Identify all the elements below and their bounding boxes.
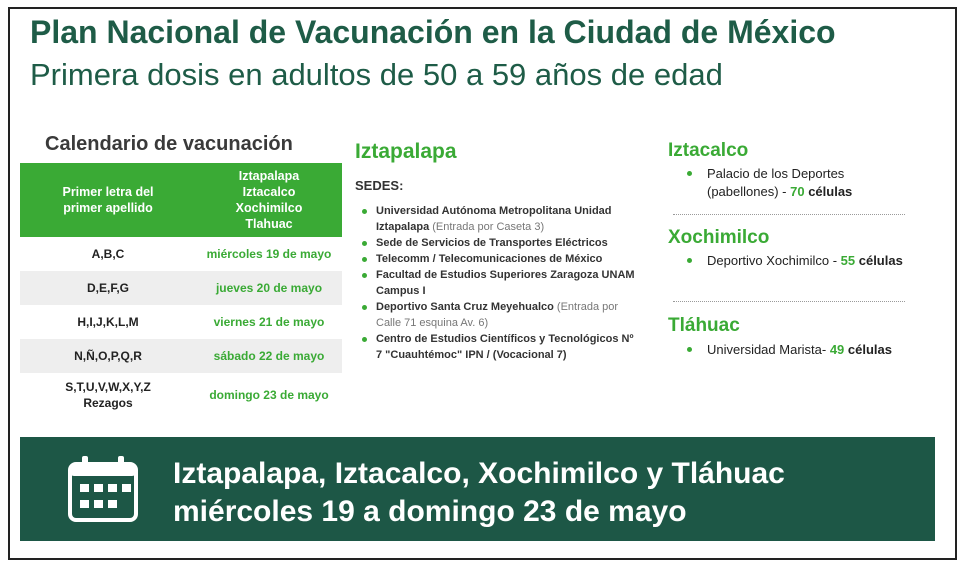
list-item: Facultad de Estudios Superiores Zaragoza UNAM Campus I: [360, 267, 642, 299]
table-row: [20, 339, 342, 373]
page-subtitle: Primera dosis en adultos de 50 a 59 años de edad: [30, 57, 723, 92]
list-item: Centro de Estudios Científicos y Tecnológicos Nº 7 "Cuauhtémoc" IPN / (Vocacional 7): [360, 331, 642, 363]
bullet-icon: [687, 258, 692, 263]
bullet-icon: [362, 241, 367, 246]
tlahuac-heading: Tláhuac: [668, 315, 740, 336]
calendar-title: Calendario de vacunación: [45, 133, 293, 155]
tlahuac-site: Universidad Marista- 49 células: [680, 341, 905, 359]
bullet-icon: [362, 209, 367, 214]
row-date: sábado 22 de mayo: [196, 339, 342, 373]
row-date: jueves 20 de mayo: [196, 271, 342, 305]
table-row: [20, 271, 342, 305]
xochimilco-heading: Xochimilco: [668, 227, 770, 248]
bullet-icon: [687, 171, 692, 176]
row-date: miércoles 19 de mayo: [206, 247, 332, 261]
bullet-icon: [687, 347, 692, 352]
divider: [673, 301, 905, 302]
dates-banner: [20, 437, 935, 541]
list-item: Universidad Autónoma Metropolitana Unidad Iztapalapa (Entrada por Caseta 3): [360, 203, 642, 235]
row-date: viernes 21 de mayo: [213, 315, 325, 329]
bullet-icon: [362, 273, 367, 278]
row-letters: H,I,J,K,L,M: [77, 315, 139, 329]
row-letters: N,Ñ,O,P,Q,R: [20, 339, 196, 373]
table-row: [20, 305, 342, 339]
table-row: [20, 373, 342, 417]
sedes-list: [360, 203, 642, 363]
calendar-header-letters: Primer letra del primer apellido: [20, 163, 196, 237]
list-item: Telecomm / Telecomunicaciones de México: [360, 251, 642, 267]
list-item: Sede de Servicios de Transportes Eléctricos: [360, 235, 642, 251]
row-letters: D,E,F,G: [20, 271, 196, 305]
calendar-header-alcaldias: Iztapalapa Iztacalco Xochimilco Tlahuac: [196, 163, 342, 237]
calendar-table: [20, 163, 342, 417]
iztapalapa-heading: Iztapalapa: [355, 140, 457, 163]
bullet-icon: [362, 337, 367, 342]
divider: [673, 214, 905, 215]
iztacalco-heading: Iztacalco: [668, 140, 749, 161]
row-letters: A,B,C: [91, 247, 125, 261]
calendar-icon: [68, 456, 138, 522]
row-date: domingo 23 de mayo: [209, 388, 329, 402]
page-title: Plan Nacional de Vacunación en la Ciudad de México: [30, 14, 836, 50]
row-letters: S,T,U,V,W,X,Y,Z Rezagos: [65, 380, 151, 410]
bullet-icon: [362, 257, 367, 262]
list-item: Deportivo Santa Cruz Meyehualco (Entrada por Calle 71 esquina Av. 6): [360, 299, 642, 331]
table-row: [20, 237, 342, 271]
xochimilco-site: Deportivo Xochimilco - 55 células: [680, 252, 905, 270]
banner-dates: miércoles 19 a domingo 23 de mayo: [173, 495, 687, 528]
sedes-label: SEDES:: [355, 178, 404, 193]
banner-alcaldias: Iztapalapa, Iztacalco, Xochimilco y Tláhuac: [173, 457, 785, 490]
bullet-icon: [362, 305, 367, 310]
iztacalco-site: Palacio de los Deportes (pabellones) - 70 células: [680, 165, 905, 201]
